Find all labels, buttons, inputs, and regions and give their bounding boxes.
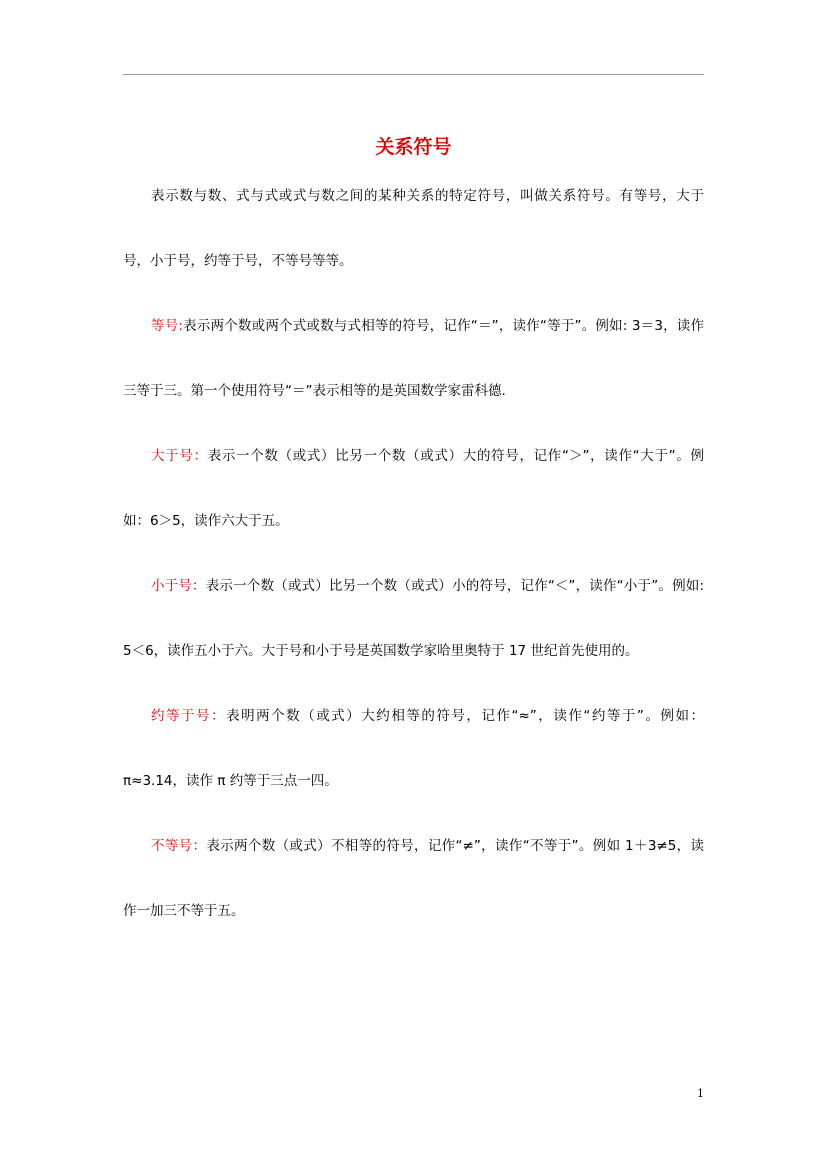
equals-sign-term: 等号: [151,318,183,334]
intro-paragraph [123,164,704,294]
approx-equal-term: 约等于号： [151,708,227,724]
not-equal-term: 不等号： [151,838,207,854]
page-number: 1 [697,1087,704,1100]
greater-than-paragraph [123,424,704,554]
less-than-paragraph [123,554,704,684]
document-body [123,164,704,944]
greater-than-text: 表示一个数（或式）比另一个数（或式）大的符号，记作“＞”，读作“大于”。例如：6＞5，读作六大于五。 [123,448,704,529]
less-than-text: 表示一个数（或式）比另一个数（或式）小的符号，记作“＜”，读作“小于”。例如: 5＜6，读作五小于六。大于号和小于号是英国数学家哈里奥特于 17 世纪首先使用的。 [123,578,704,659]
approx-equal-text: 表明两个数（或式）大约相等的符号，记作“≈”，读作“约等于”。例如：π≈3.14，读作 π 约等于三点一四。 [123,708,705,789]
equals-sign-paragraph [123,294,704,424]
not-equal-paragraph [123,814,704,944]
greater-than-term: 大于号： [151,448,208,464]
less-than-term: 小于号： [151,578,206,594]
not-equal-text: 表示两个数（或式）不相等的符号，记作“≠”，读作“不等于”。例如 1＋3≠5，读作一加三不等于五。 [123,838,704,919]
intro-text: 表示数与数、式与式或式与数之间的某种关系的特定符号，叫做关系符号。有等号，大于号，小于号，约等于号，不等号等等。 [123,188,704,269]
equals-sign-text: 表示两个数或两个式或数与式相等的符号，记作“＝”，读作“等于”。例如: 3＝3，读作三等于三。第一个使用符号“＝”表示相等的是英国数学家雷科德. [123,318,704,399]
page-title: 关系符号 [375,135,452,158]
header-rule [123,74,704,75]
approx-equal-paragraph [123,684,704,814]
